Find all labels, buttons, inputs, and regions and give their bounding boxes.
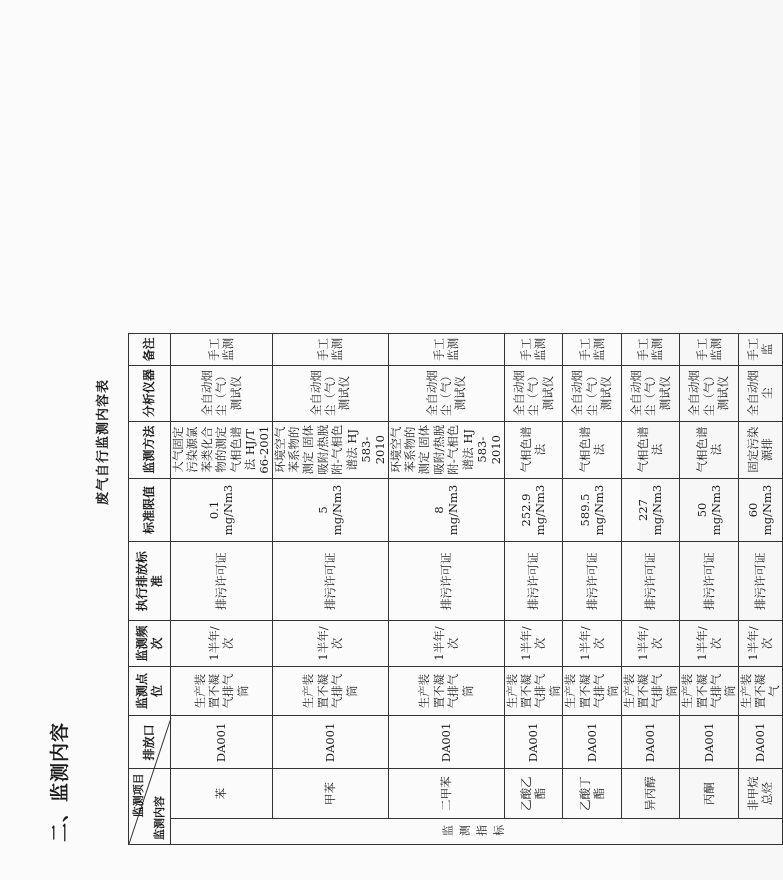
table-row — [504, 334, 563, 845]
cell-outlet: DA001 — [171, 716, 273, 769]
table-row — [621, 334, 680, 845]
cell-item: 异丙醇 — [621, 769, 680, 818]
cell-standard: 排污许可证 — [388, 542, 504, 621]
cell-remark: 手工监测 — [680, 334, 739, 366]
cell-method: 气相色谱法 — [680, 421, 739, 478]
cell-limit: 60 mg/Nm3 — [738, 478, 782, 542]
cell-frequency: 1半年/次 — [563, 621, 622, 667]
table-row — [680, 334, 739, 845]
cell-frequency: 1半年/次 — [388, 621, 504, 667]
cell-outlet: DA001 — [680, 716, 739, 769]
diagonal-header-cell — [129, 769, 171, 845]
cell-limit: 0.1 mg/Nm3 — [171, 478, 273, 542]
cell-frequency: 1半年/次 — [272, 621, 388, 667]
cell-instrument: 全自动烟尘（气）测试仪 — [563, 365, 622, 421]
table-row — [563, 334, 622, 845]
cell-item: 丙酮 — [680, 769, 739, 818]
cell-instrument: 全自动烟尘（气）测试仪 — [504, 365, 563, 421]
cell-remark: 手工监测 — [563, 334, 622, 366]
cell-point: 生产装置不凝气排气筒 — [171, 666, 273, 716]
cell-point: 生产装置不凝气 — [738, 666, 782, 716]
header-item: 监测项目 — [132, 773, 145, 818]
cell-standard: 排污许可证 — [171, 542, 273, 621]
cell-remark: 手工监测 — [504, 334, 563, 366]
cell-standard: 排污许可证 — [680, 542, 739, 621]
cell-method: 大气固定污染源氯苯类化合物的测定 气相色谱法 HJ/T 66-2001 — [171, 421, 273, 478]
header-content: 监测内容 — [153, 796, 167, 840]
cell-outlet: DA001 — [272, 716, 388, 769]
header-point: 监测点位 — [129, 666, 171, 716]
cell-point: 生产装置不凝气排气筒 — [621, 666, 680, 716]
cell-remark: 手工监测 — [388, 334, 504, 366]
header-limit: 标准限值 — [129, 478, 171, 542]
cell-outlet: DA001 — [504, 716, 563, 769]
cell-frequency: 1半年/次 — [738, 621, 782, 667]
header-method: 监测方法 — [129, 421, 171, 478]
cell-method: 气相色谱法 — [621, 421, 680, 478]
cell-standard: 排污许可证 — [272, 542, 388, 621]
cell-standard: 排污许可证 — [563, 542, 622, 621]
monitoring-table-wrapper — [128, 333, 783, 845]
cell-remark: 手工监测 — [272, 334, 388, 366]
cell-point: 生产装置不凝气排气筒 — [680, 666, 739, 716]
table-title: 废气自行监测内容表 — [96, 378, 111, 505]
cell-standard: 排污许可证 — [738, 542, 782, 621]
header-standard: 执行排放标准 — [129, 542, 171, 621]
cell-instrument: 全自动烟尘（气）测试仪 — [171, 365, 273, 421]
header-frequency: 监测频次 — [129, 621, 171, 667]
cell-limit: 252.9 mg/Nm3 — [504, 478, 563, 542]
section-title: 二、监测内容 — [49, 721, 71, 842]
cell-frequency: 1半年/次 — [171, 621, 273, 667]
cell-frequency: 1半年/次 — [621, 621, 680, 667]
cell-item: 苯 — [171, 769, 273, 818]
cell-limit: 227 mg/Nm3 — [621, 478, 680, 542]
cell-outlet: DA001 — [388, 716, 504, 769]
cell-standard: 排污许可证 — [621, 542, 680, 621]
cell-point: 生产装置不凝气排气筒 — [504, 666, 563, 716]
cell-standard: 排污许可证 — [504, 542, 563, 621]
cell-item: 二甲苯 — [388, 769, 504, 818]
cell-outlet: DA001 — [738, 716, 782, 769]
cell-method: 气相色谱法 — [563, 421, 622, 478]
cell-limit: 5 mg/Nm3 — [272, 478, 388, 542]
cell-outlet: DA001 — [563, 716, 622, 769]
cell-limit: 50 mg/Nm3 — [680, 478, 739, 542]
cell-outlet: DA001 — [621, 716, 680, 769]
cell-limit: 589.5 mg/Nm3 — [563, 478, 622, 542]
cell-frequency: 1半年/次 — [504, 621, 563, 667]
cell-method: 环境空气 苯系物的测定 固体吸附/热脱附-气相色谱法 HJ 583-2010 — [388, 421, 504, 478]
cell-item: 乙酸丁酯 — [563, 769, 622, 818]
cell-point: 生产装置不凝气排气筒 — [272, 666, 388, 716]
cell-instrument: 全自动烟尘（气）测试仪 — [621, 365, 680, 421]
header-instrument: 分析仪器 — [129, 365, 171, 421]
header-remark: 备注 — [129, 334, 171, 366]
monitoring-table — [128, 333, 783, 845]
cell-instrument: 全自动烟尘（气）测试仪 — [680, 365, 739, 421]
cell-method: 固定污染源排 — [738, 421, 782, 478]
table-header-row — [129, 334, 171, 845]
cell-item: 乙酸乙酯 — [504, 769, 563, 818]
cell-item: 非甲烷总烃 — [738, 769, 782, 818]
cell-frequency: 1半年/次 — [680, 621, 739, 667]
table-row — [171, 334, 273, 845]
cell-item: 甲苯 — [272, 769, 388, 818]
cell-point: 生产装置不凝气排气筒 — [563, 666, 622, 716]
cell-instrument: 全自动烟尘（气）测试仪 — [388, 365, 504, 421]
table-row — [272, 334, 388, 845]
table-row — [738, 334, 782, 845]
cell-instrument: 全自动烟尘（气）测试仪 — [272, 365, 388, 421]
cell-method: 环境空气 苯系物的测定 固体吸附/热脱附-气相色谱法 HJ 583-2010 — [272, 421, 388, 478]
group-label: 监测指标 — [171, 818, 783, 844]
cell-method: 气相色谱法 — [504, 421, 563, 478]
cell-limit: 8 mg/Nm3 — [388, 478, 504, 542]
cell-remark: 手工监 — [738, 334, 782, 366]
cell-point: 生产装置不凝气排气筒 — [388, 666, 504, 716]
table-row — [388, 334, 504, 845]
cell-remark: 手工监测 — [171, 334, 273, 366]
header-outlet: 排放口 — [129, 716, 171, 769]
cell-remark: 手工监测 — [621, 334, 680, 366]
cell-instrument: 全自动烟尘 — [738, 365, 782, 421]
